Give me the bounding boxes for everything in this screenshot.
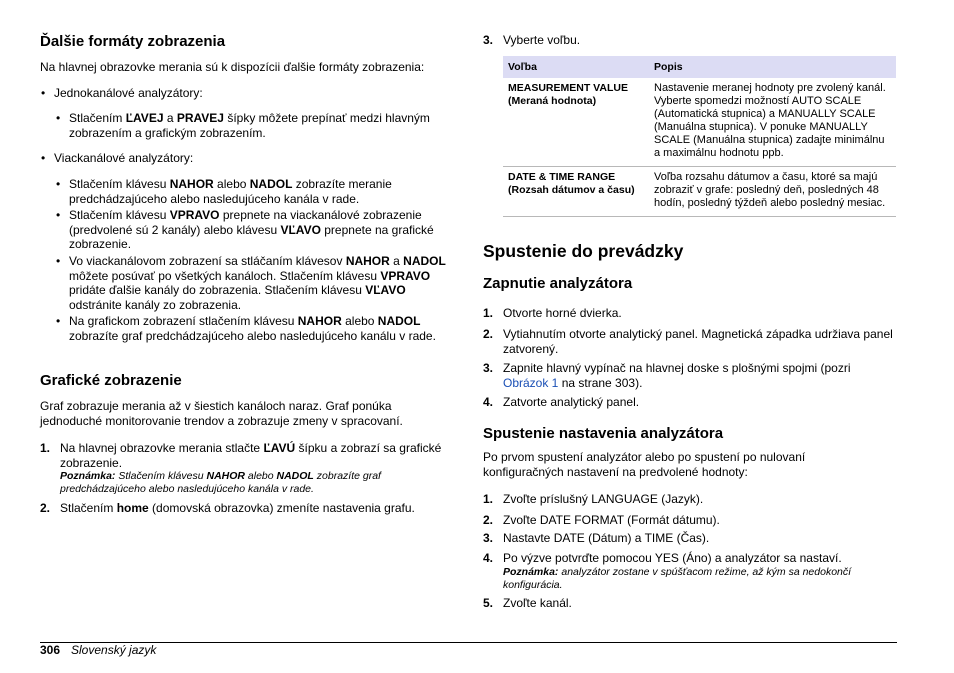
power-step: 3. Zapnite hlavný vypínač na hlavnej doske s plošnými spojmi (pozri Obrázok 1 na strane 303). [483, 361, 851, 390]
option-name: MEASUREMENT VALUE (Meraná hodnota) [503, 78, 649, 167]
section-heading-graph: Grafické zobrazenie [40, 372, 182, 389]
list-item: • Stlačením klávesu NAHOR alebo NADOL zobrazíte meranie predchádzajúceho alebo nasledujúceho kanála v rade. [56, 177, 392, 206]
power-step: 1. Otvorte horné dvierka. [483, 306, 622, 320]
list-item: • Stlačením klávesu VPRAVO prepnete na viackanálové zobrazenie (predvolené sú 2 kanály) alebo klávesu VĽAVO prepnete na grafické zobrazenie. [56, 208, 434, 251]
chapter-heading-startup: Spustenie do prevádzky [483, 241, 684, 261]
list-item: • Stlačením ĽAVEJ a PRAVEJ šípky môžete prepínať medzi hlavným zobrazením a grafickým zobrazením. [56, 111, 430, 140]
power-step: 2. Vytiahnutím otvorte analytický panel. Magnetická západka udržiava panel zatvorený. [483, 327, 893, 356]
formats-intro: Na hlavnej obrazovke merania sú k dispozícii ďalšie formáty zobrazenia: [40, 60, 425, 74]
bullet-dot: • [41, 86, 46, 100]
options-table [503, 56, 896, 217]
list-item: • Vo viackanálovom zobrazení sa stláčaním klávesov NAHOR a NADOL môžete posúvať po všetkých kanáloch. Stlačením klávesu VPRAVO pridáte ďalšie kanály do zobrazenia. Stlačením klávesu VĽAVO odstránite kanály zo zobrazenia. [56, 254, 446, 312]
footer-language: Slovenský jazyk [71, 643, 157, 657]
option-description: Voľba rozsahu dátumov a času, ktoré sa majú zobraziť v grafe: posledný deň, posledných 48 hodín, posledný týždeň alebo posledný mesiac. [649, 167, 896, 217]
column-header-option: Voľba [503, 56, 649, 78]
graph-intro: Graf zobrazuje merania až v šiestich kanáloch naraz. Graf ponúka jednoduché monitorovanie trendov a zobrazuje zmeny v spracovaní. [40, 399, 403, 428]
page-number: 306 [40, 643, 61, 657]
column-header-description: Popis [649, 56, 896, 78]
table-row [503, 78, 896, 167]
note: Poznámka: Stlačením klávesu NAHOR alebo NADOL zobrazíte graf predchádzajúceho alebo nasledujúceho kanála v rade. [60, 470, 381, 495]
footer-divider [40, 642, 897, 643]
setup-step: 4. Po výzve potvrďte pomocou YES (Áno) a analyzátor sa nastaví. Poznámka: analyzátor zostane v spúšťacom režime, až kým sa nedokončí konfigurácia. [503, 551, 895, 592]
bullet-single-channel: • Jednokanálové analyzátory: [41, 86, 203, 100]
setup-step: 3. Nastavte DATE (Dátum) a TIME (Čas). [483, 531, 710, 545]
bullet-dot: • [41, 151, 46, 165]
power-step: 4. Zatvorte analytický panel. [483, 395, 640, 409]
section-heading-setup: Spustenie nastavenia analyzátora [483, 425, 724, 442]
note: Poznámka: analyzátor zostane v spúšťacom režime, až kým sa nedokončí konfigurácia. [503, 565, 852, 591]
section-heading-power: Zapnutie analyzátora [483, 275, 633, 292]
option-description: Nastavenie meranej hodnoty pre zvolený kanál. Vyberte spomedzi možností AUTO SCALE (Automatická stupnica) a MANUALLY SCALE (Manuálna stupnica). V ponuke MANUALLY SCALE (Manuálna stupnica) zadajte minimálnu a maximálnu hodnotu ppb. [649, 78, 896, 167]
table-row [503, 167, 896, 217]
graph-step-1: 1. Na hlavnej obrazovke merania stlačte ĽAVÚ šípku a zobrazí sa grafické zobrazenie. Poznámka: Stlačením klávesu NAHOR alebo NADOL zobrazíte graf predchádzajúceho alebo nasledujúceho kanála v rade. [60, 441, 450, 496]
setup-step: 5. Zvoľte kanál. [483, 596, 572, 610]
bullet-multi-channel: • Viackanálové analyzátory: [41, 151, 194, 165]
list-item: • Na grafickom zobrazení stlačením klávesu NAHOR alebo NADOL zobrazíte graf predchádzajúceho alebo nasledujúceho kanálu v rade. [56, 314, 436, 343]
graph-step-2: 2. Stlačením home (domovská obrazovka) zmeníte nastavenia grafu. [40, 501, 415, 515]
figure-link[interactable]: Obrázok 1 [503, 375, 559, 390]
setup-intro: Po prvom spustení analyzátor alebo po spustení po nulovaní konfiguračných nastavení na predvolené hodnoty: [483, 450, 806, 479]
setup-step: 1. Zvoľte príslušný LANGUAGE (Jazyk). [483, 492, 704, 506]
option-name: DATE & TIME RANGE (Rozsah dátumov a času) [503, 167, 649, 217]
table-header-row [503, 56, 896, 78]
section-heading-formats: Ďalšie formáty zobrazenia [40, 33, 226, 50]
step-3-select: 3. Vyberte voľbu. [483, 33, 581, 47]
setup-step: 2. Zvoľte DATE FORMAT (Formát dátumu). [483, 513, 720, 527]
